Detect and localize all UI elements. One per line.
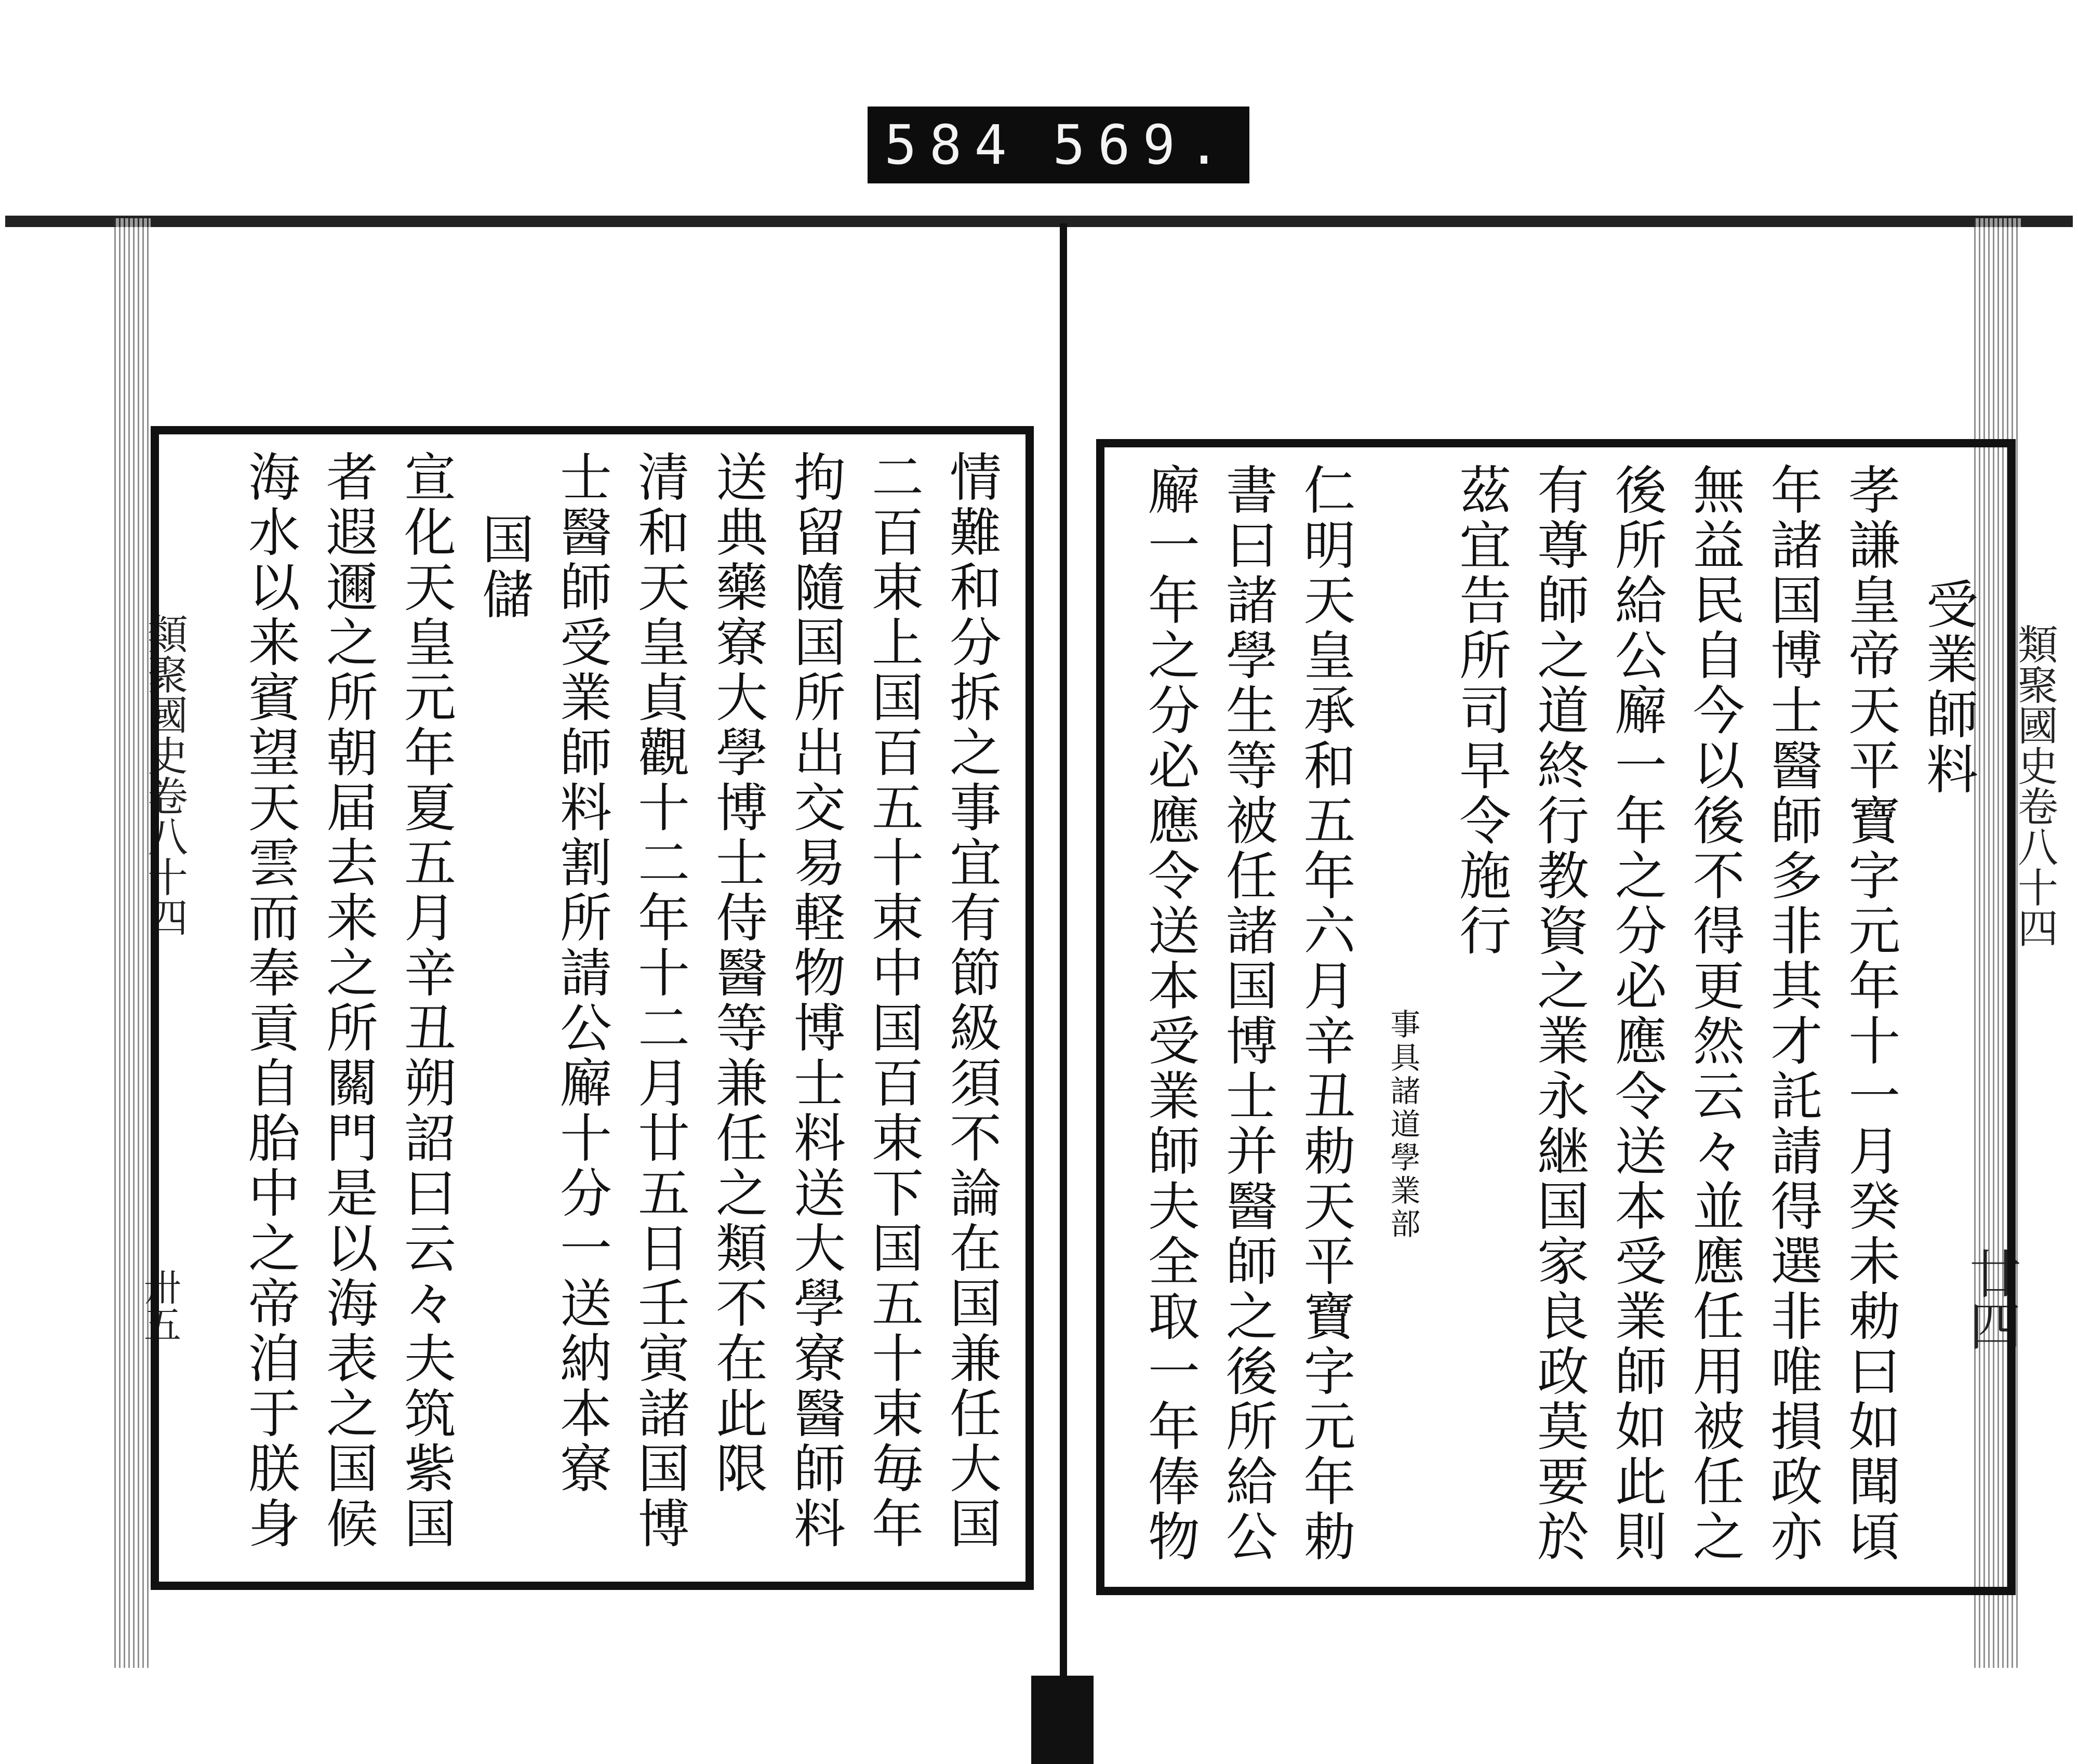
text-column: 後所給公廨一年之分必應令送本受業師如此則: [1606, 463, 1667, 1564]
right-page-frame: [1096, 439, 2016, 1595]
left-margin-page-number: 卅五: [138, 1268, 181, 1343]
section-heading: 受業師料: [1917, 577, 1978, 798]
text-column: 清和天皇貞觀十二年十二月廿五日壬寅諸国博: [629, 450, 690, 1551]
book-spine: [1060, 223, 1067, 1694]
film-number-left: 584: [884, 113, 1020, 177]
text-column: 孝謙皇帝天平寶字元年十一月癸未勅曰如聞頃: [1840, 463, 1901, 1564]
film-number-right: 569.: [1053, 113, 1233, 177]
text-column: 士醫師受業師料割所請公廨十分一送納本寮: [551, 450, 612, 1496]
text-column: 海水以来賓望天雲而奉貢自胎中之帝洎于朕身: [239, 450, 300, 1551]
text-column: 無益民自今以後不得更然云々並應任用被任之: [1684, 463, 1745, 1564]
text-column: 者遐邇之所朝届去来之所關門是以海表之国候: [317, 450, 378, 1551]
spine-binding-block: [1031, 1676, 1094, 1764]
right-margin-title: 類聚國史卷八十四: [2011, 624, 2058, 948]
section-heading: 国儲: [473, 512, 534, 622]
right-margin-page-number: 廿四: [1961, 1247, 2021, 1351]
left-page-text: [190, 450, 1010, 1566]
left-page-frame: [151, 426, 1034, 1590]
text-column: 二百束上国百五十束中国百束下国五十束毎年: [863, 450, 924, 1551]
left-page-edges: [114, 218, 151, 1668]
text-column: 有尊師之道終行教資之業永継国家良政莫要於: [1528, 463, 1589, 1564]
right-page-text: [1130, 463, 1987, 1571]
left-margin-title: 類聚國史卷八十四: [141, 613, 188, 937]
text-column: 拘留隨国所出交易軽物博士料送大學寮醫師料: [785, 450, 846, 1551]
cross-reference-note: 事具諸道學業部: [1385, 1009, 1421, 1241]
microfilm-frame-label: [868, 107, 1249, 183]
text-column: 宣化天皇元年夏五月辛丑朔詔曰云々夫筑紫国: [395, 450, 456, 1551]
text-column: 年諸国博士醫師多非其才託請得選非唯損政亦: [1762, 463, 1823, 1564]
text-column: 茲宜告所司早令施行: [1450, 463, 1512, 959]
text-column: 書曰諸學生等被任諸国博士并醫師之後所給公: [1217, 463, 1278, 1564]
text-column: 仁明天皇承和五年六月辛丑勅天平寶字元年勅: [1295, 463, 1356, 1564]
text-column: 送典藥寮大學博士侍醫等兼任之類不在此限: [707, 450, 768, 1496]
book-top-edge: [5, 216, 2073, 227]
text-column: 情難和分拆之事宜有節級須不論在国兼任大国: [941, 450, 1002, 1551]
text-column: 廨一年之分必應令送本受業師夫全取一年俸物: [1139, 463, 1200, 1564]
